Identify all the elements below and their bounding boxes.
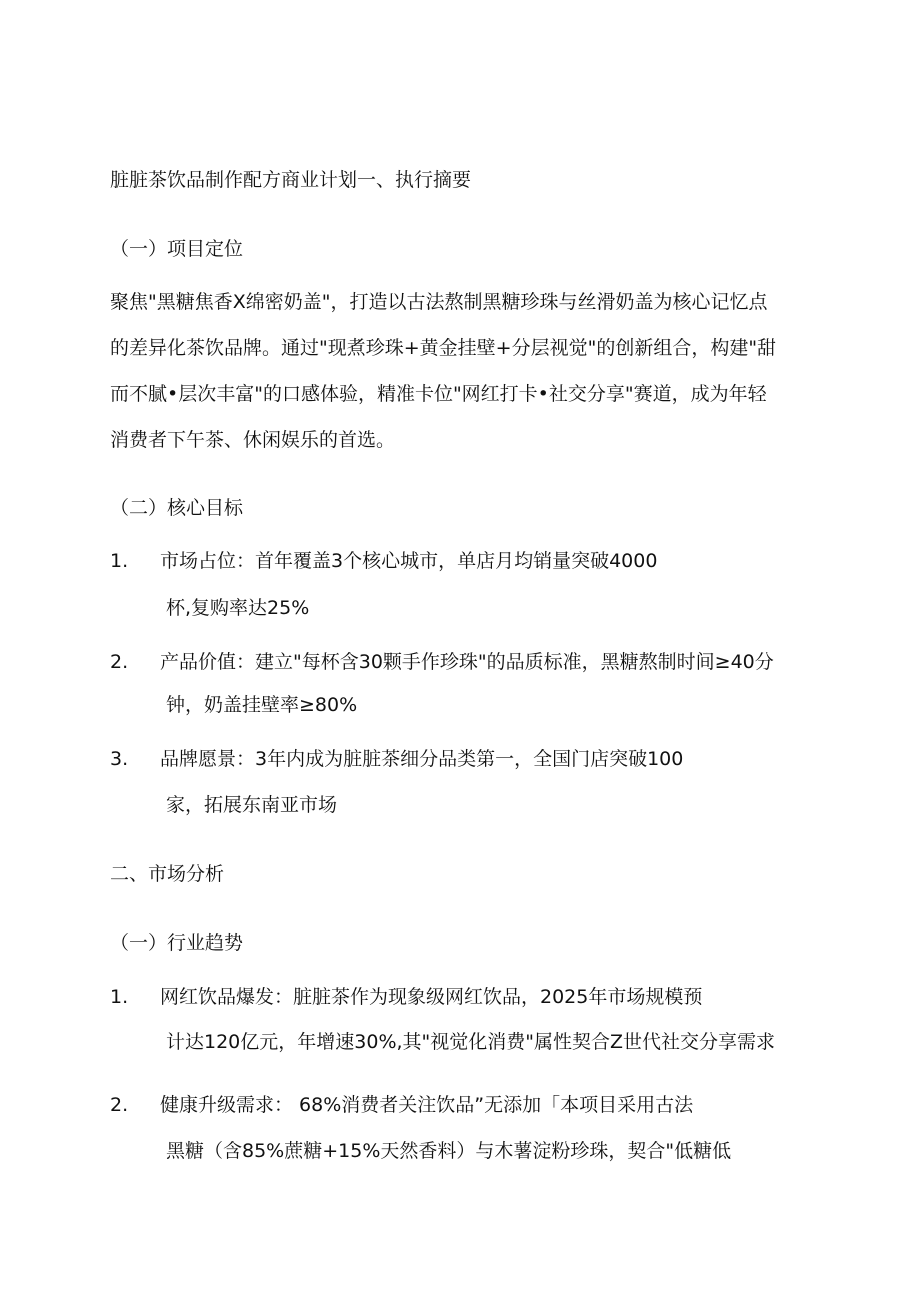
list-item-continuation: 杯,复购率达25% — [166, 597, 310, 619]
list-item-number: 3. — [110, 748, 129, 770]
list-item-continuation: 黑糖（含85%蔗糖+15%天然香料）与木薯淀粉珍珠，契合"低糖低 — [166, 1140, 732, 1162]
list-item-continuation: 钟，奶盖挂壁率≥80% — [166, 694, 358, 716]
list-item-text: 产品价值：建立"每杯含30颗手作珍珠"的品质标准，黑糖熬制时间≥40分 — [160, 651, 774, 673]
document-title: 脏脏茶饮品制作配方商业计划一、执行摘要 — [110, 169, 472, 191]
paragraph-line: 消费者下午茶、休闲娱乐的首选。 — [110, 429, 396, 451]
paragraph-line: 聚焦"黑糖焦香X绵密奶盖"，打造以古法熬制黑糖珍珠与丝滑奶盖为核心记忆点 — [110, 291, 768, 313]
section-heading-industry-trends: （一）行业趋势 — [110, 932, 244, 954]
section-heading-market-analysis: 二、市场分析 — [110, 863, 225, 885]
section-heading-project-positioning: （一）项目定位 — [110, 238, 244, 260]
list-item-text: 健康升级需求： 68%消费者关注饮品”无添加「本项目采用古法 — [160, 1094, 694, 1116]
list-item-text: 市场占位：首年覆盖3个核心城市，单店月均销量突破4000 — [160, 550, 658, 572]
list-item-number: 2. — [110, 651, 129, 673]
list-item-number: 2. — [110, 1094, 129, 1116]
list-item-number: 1. — [110, 986, 129, 1008]
section-heading-core-goals: （二）核心目标 — [110, 497, 244, 519]
list-item-continuation: 计达120亿元，年增速30%,其"视觉化消费"属性契合Z世代社交分享需求 — [166, 1031, 776, 1053]
paragraph-line: 而不腻•层次丰富"的口感体验，精准卡位"网红打卡•社交分享"赛道，成为年轻 — [110, 383, 767, 405]
list-item-continuation: 家，拓展东南亚市场 — [166, 794, 338, 816]
paragraph-line: 的差异化茶饮品牌。通过"现煮珍珠+黄金挂壁+分层视觉"的创新组合，构建"甜 — [110, 337, 777, 359]
list-item-text: 品牌愿景：3年内成为脏脏茶细分品类第一，全国门店突破100 — [160, 748, 684, 770]
list-item-text: 网红饮品爆发：脏脏茶作为现象级网红饮品，2025年市场规模预 — [160, 986, 703, 1008]
list-item-number: 1. — [110, 550, 129, 572]
